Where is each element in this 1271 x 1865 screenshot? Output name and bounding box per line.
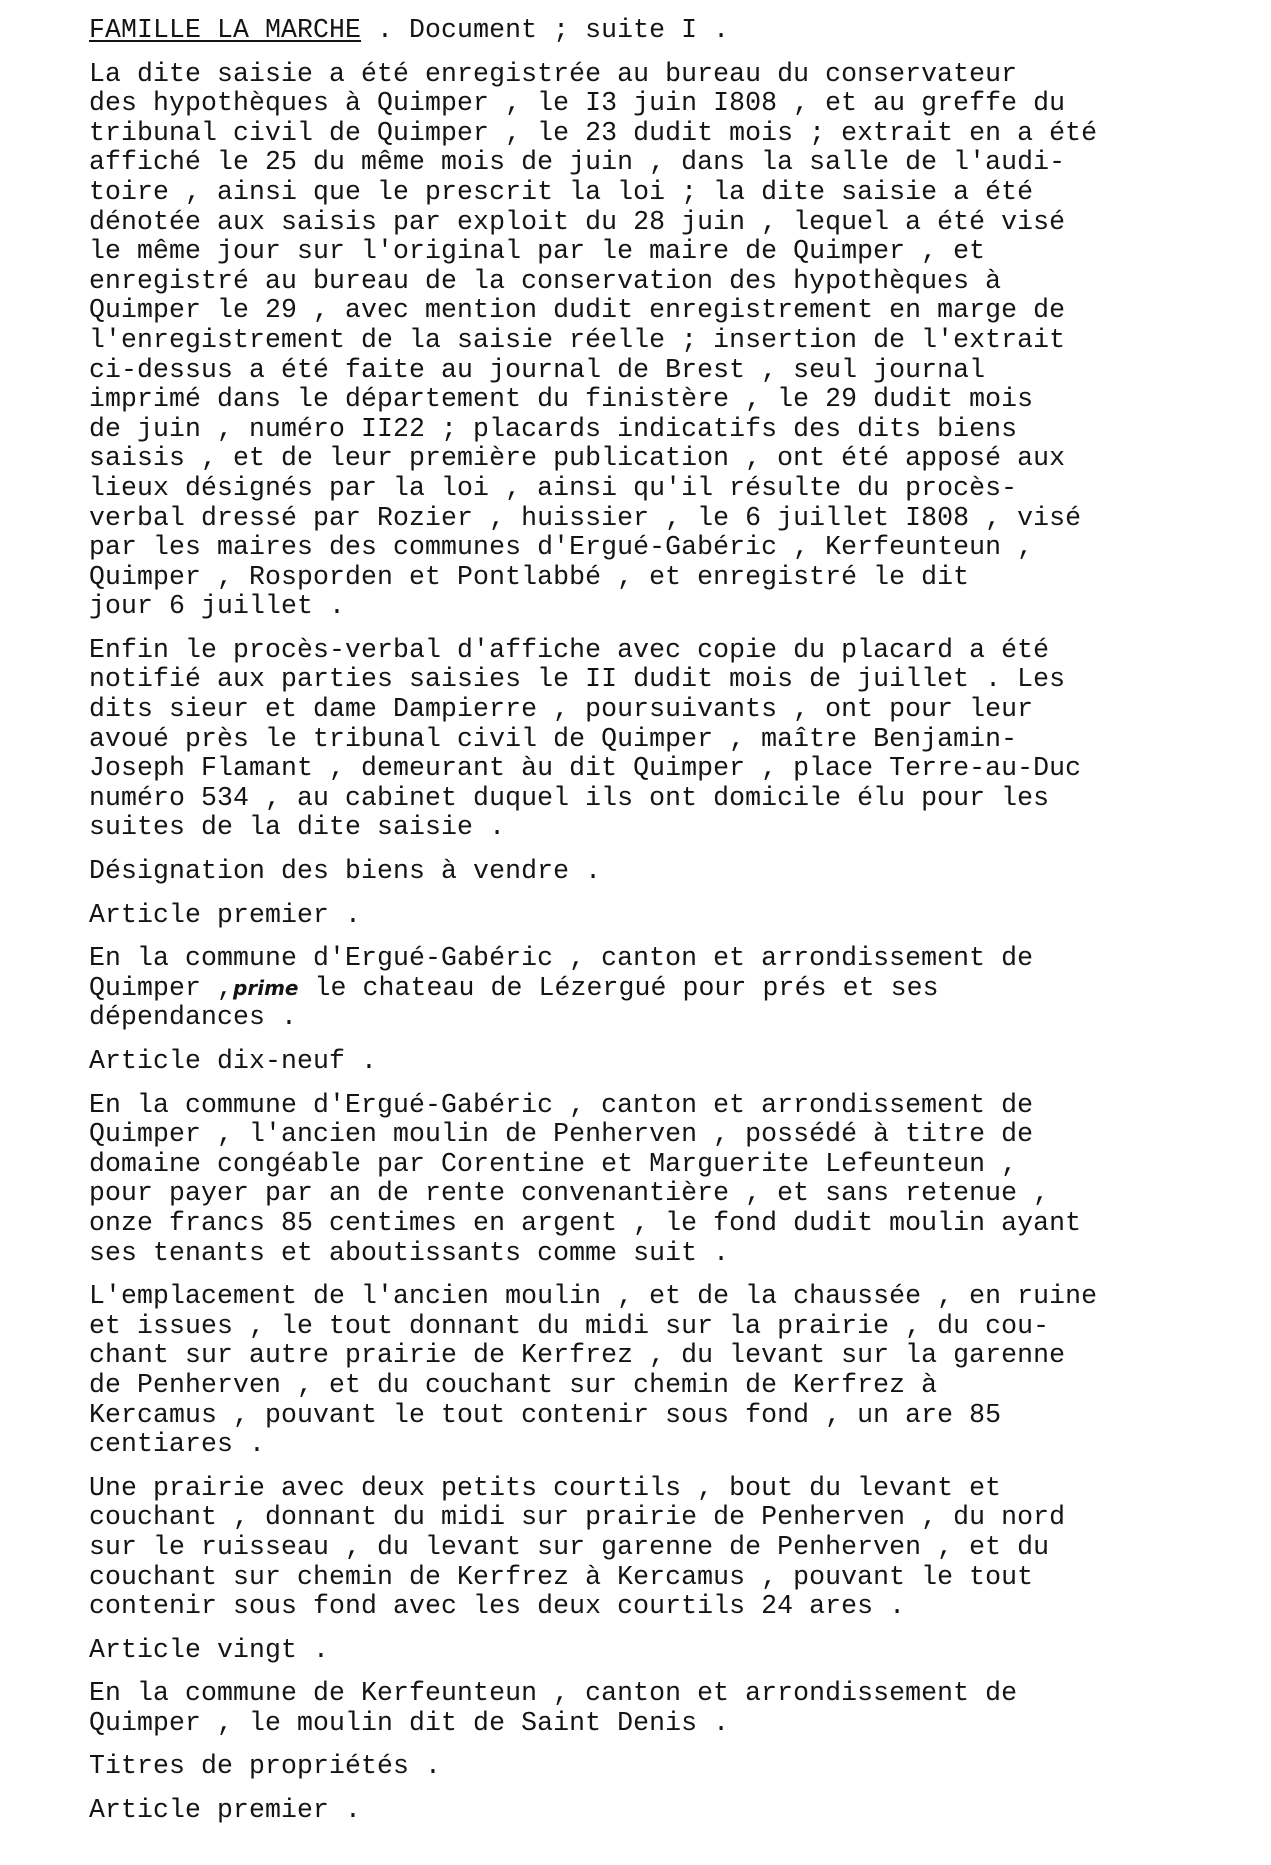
line-text: dépendances . [89,1002,298,1033]
paragraph [89,60,1239,622]
text-line [89,944,1239,974]
text-line [89,754,1239,784]
text-line [89,267,1239,297]
text-line [89,474,1239,504]
text-line [89,901,1239,931]
line-text: et issues , le tout donnant du midi sur la prairie , du cou- [89,1310,1050,1341]
line-text: chant sur autre prairie de Kerfrez , du levant sur la garenne [89,1340,1066,1371]
line-text: toire , ainsi que le prescrit la loi ; la dite saisie a été [89,176,1034,207]
line-text: Joseph Flamant , demeurant àu dit Quimper , place Terre-au-Duc [89,753,1082,784]
paragraph [89,1679,1239,1738]
text-line [89,1636,1239,1666]
text-line [89,1047,1239,1077]
line-text: notifié aux parties saisies le II dudit mois de juillet . Les [89,664,1066,695]
text-line [89,533,1239,563]
line-text: avoué près le tribunal civil de Quimper , maître Benjamin- [89,723,1018,754]
text-line [89,1796,1239,1826]
line-text: sur le ruisseau , du levant sur garenne de Penherven , et du [89,1531,1050,1562]
text-line [89,1341,1239,1371]
line-text: L'emplacement de l'ancien moulin , et de la chaussée , en ruine [89,1281,1098,1312]
text-line [89,784,1239,814]
paragraph [89,1474,1239,1622]
text-line [89,1430,1239,1460]
line-text: tribunal civil de Quimper , le 23 dudit mois ; extrait en a été [89,117,1098,148]
line-text: le chateau de Lézergué pour prés et ses [298,972,939,1003]
text-line [89,1533,1239,1563]
paragraph [89,1752,1239,1782]
line-text: Quimper le 29 , avec mention dudit enregistrement en marge de [89,295,1066,326]
text-line [89,592,1239,622]
line-text: suites de la dite saisie . [89,812,506,843]
line-text: Quimper , l'ancien moulin de Penherven , possédé à titre de [89,1119,1034,1150]
text-line [89,1150,1239,1180]
line-text: imprimé dans le département du finistère , le 29 dudit mois [89,384,1034,415]
paragraph [89,857,1239,887]
line-text: Une prairie avec deux petits courtils , bout du levant et [89,1472,1002,1503]
text-line [89,1709,1239,1739]
line-text: Désignation des biens à vendre . [89,856,602,887]
line-text: des hypothèques à Quimper , le I3 juin I808 , et au greffe du [89,88,1066,119]
line-text: Article premier . [89,899,362,930]
text-line [89,695,1239,725]
line-text: Article dix-neuf . [89,1046,378,1076]
text-line [89,563,1239,593]
text-line [89,1209,1239,1239]
line-text: l'enregistrement de la saisie réelle ; insertion de l'extrait [89,324,1066,355]
line-text: ses tenants et aboutissants comme suit . [89,1237,730,1268]
line-text: Quimper , [89,972,234,1003]
line-text: couchant , donnant du midi sur prairie de Penherven , du nord [89,1502,1066,1533]
line-text: couchant sur chemin de Kerfrez à Kercamus , pouvant le tout [89,1561,1034,1592]
text-line [89,326,1239,356]
line-text: numéro 534 , au cabinet duquel ils ont domicile élu pour les [89,782,1050,813]
text-line [89,1120,1239,1150]
text-line [89,725,1239,755]
line-text: le même jour sur l'original par le maire de Quimper , et [89,236,986,267]
line-text: de juin , numéro II22 ; placards indicatifs des dits biens [89,413,1018,444]
line-text: contenir sous fond avec les deux courtils 24 ares . [89,1591,906,1622]
paragraph [89,1047,1239,1077]
text-line [89,857,1239,887]
text-line [89,1282,1239,1312]
text-line [89,1563,1239,1593]
line-text: Article vingt . [89,1634,330,1665]
line-text: par les maires des communes d'Ergué-Gabéric , Kerfeunteun , [89,532,1034,563]
paragraph [89,901,1239,931]
text-line [89,504,1239,534]
text-line [89,1474,1239,1504]
text-line [89,636,1239,666]
paragraph [89,1282,1239,1460]
text-line [89,60,1239,90]
document-body [89,60,1239,1826]
line-text: ci-dessus a été faite au journal de Brest , seul journal [89,354,986,385]
line-text: En la commune d'Ergué-Gabéric , canton et arrondissement de [89,943,1034,974]
line-text: En la commune de Kerfeunteun , canton et arrondissement de [89,1678,1018,1709]
paragraph [89,1796,1239,1826]
paragraph [89,1091,1239,1269]
line-text: saisis , et de leur première publication , ont été apposé aux [89,443,1066,474]
line-text: affiché le 25 du même mois de juin , dans la salle de l'audi- [89,147,1066,178]
paragraph [89,944,1239,1033]
line-text: lieux désignés par la loi , ainsi qu'il résulte du procès- [89,472,1018,503]
line-text: centiares . [89,1429,266,1460]
text-line [89,1503,1239,1533]
text-line [89,237,1239,267]
line-text: Quimper , le moulin dit de Saint Denis . [89,1707,730,1738]
text-line [89,208,1239,238]
line-text: pour payer par an de rente convenantière , et sans retenue , [89,1178,1050,1209]
line-text: domaine congéable par Corentine et Marguerite Lefeunteun , [89,1148,1018,1179]
text-line [89,1239,1239,1269]
text-line [89,1401,1239,1431]
line-text: onze francs 85 centimes en argent , le fond dudit moulin ayant [89,1207,1082,1238]
line-text: La dite saisie a été enregistrée au bureau du conservateur [89,58,1018,89]
line-text: verbal dressé par Rozier , huissier , le 6 juillet I808 , visé [89,502,1082,533]
document-heading [89,16,1239,46]
text-line [89,974,1239,1004]
text-line [89,1312,1239,1342]
text-line [89,813,1239,843]
text-line [89,444,1239,474]
line-text: jour 6 juillet . [89,591,346,622]
line-text: dits sieur et dame Dampierre , poursuivants , ont pour leur [89,694,1034,725]
text-line [89,1179,1239,1209]
line-text: de Penherven , et du couchant sur chemin de Kerfrez à [89,1369,938,1400]
text-line [89,1091,1239,1121]
line-text: Kercamus , pouvant le tout contenir sous fond , un are 85 [89,1399,1002,1430]
text-line [89,415,1239,445]
text-line [89,1752,1239,1782]
text-line [89,119,1239,149]
family-name: FAMILLE LA MARCHE [89,15,362,45]
paragraph [89,636,1239,843]
text-line [89,1592,1239,1622]
heading-rest: . Document ; suite I . [361,15,730,45]
line-text: Enfin le procès-verbal d'affiche avec copie du placard a été [89,634,1050,665]
line-text: enregistré au bureau de la conservation des hypothèques à [89,265,1002,296]
text-line [89,356,1239,386]
line-text: Article premier . [89,1795,362,1826]
text-line [89,1003,1239,1033]
line-text: Quimper , Rosporden et Pontlabbé , et enregistré le dit [89,561,970,592]
typed-text [89,16,1239,1826]
text-line [89,665,1239,695]
text-line [89,89,1239,119]
line-text: dénotée aux saisis par exploit du 28 juin , lequel a été visé [89,206,1066,237]
handwritten-insert: prime [233,975,299,1000]
text-line [89,178,1239,208]
text-line [89,1371,1239,1401]
text-line [89,296,1239,326]
text-line [89,1679,1239,1709]
text-line [89,148,1239,178]
text-line [89,385,1239,415]
paragraph [89,1636,1239,1666]
line-text: Titres de propriétés . [89,1751,442,1782]
line-text: En la commune d'Ergué-Gabéric , canton et arrondissement de [89,1089,1034,1120]
